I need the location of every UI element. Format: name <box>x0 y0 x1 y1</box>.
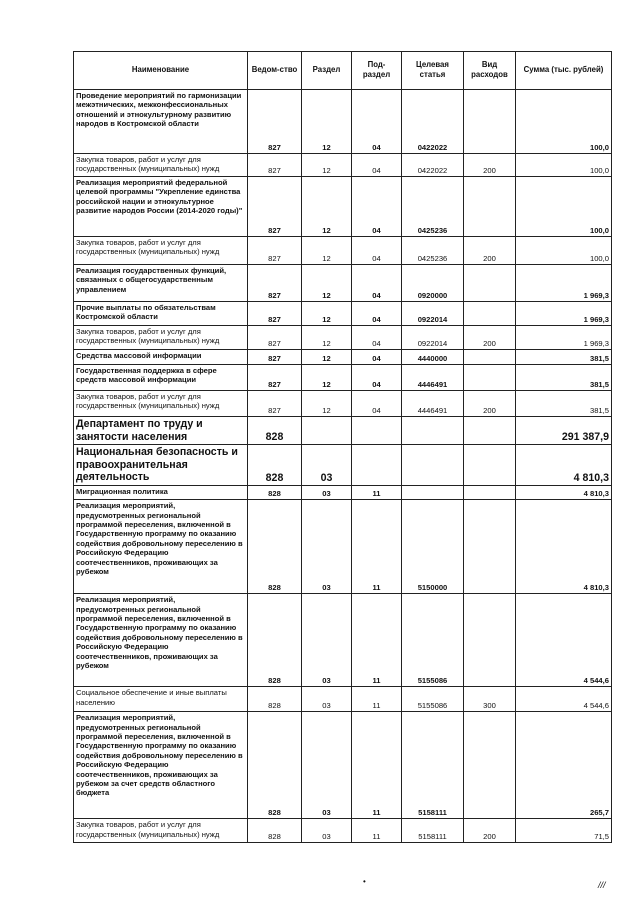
row-name: Государственная поддержка в сфере средств массовой информации <box>74 365 248 391</box>
row-dept: 828 <box>248 687 302 712</box>
row-name: Миграционная политика <box>74 486 248 500</box>
row-section: 12 <box>302 350 352 365</box>
row-kind <box>464 265 516 302</box>
row-target: 5158111 <box>402 712 464 819</box>
row-target: 0922014 <box>402 302 464 326</box>
row-subsection <box>352 445 402 486</box>
row-name: Реализация мероприятий, предусмотренных региональной программой переселения, включенной в Государственную программу по оказанию содействия добровольному переселению в Российскую Федерацию соотечественников, проживающих за рубежом <box>74 500 248 594</box>
table-row <box>74 90 612 154</box>
row-sum: 1 969,3 <box>516 265 612 302</box>
row-dept: 827 <box>248 265 302 302</box>
table-row <box>74 350 612 365</box>
row-subsection: 04 <box>352 177 402 237</box>
row-section: 12 <box>302 177 352 237</box>
row-sum: 100,0 <box>516 237 612 265</box>
row-dept: 827 <box>248 365 302 391</box>
row-subsection: 11 <box>352 594 402 687</box>
row-subsection: 04 <box>352 90 402 154</box>
row-target: 5155086 <box>402 687 464 712</box>
row-target <box>402 417 464 445</box>
row-kind <box>464 177 516 237</box>
table-row <box>74 445 612 486</box>
row-target: 0422022 <box>402 154 464 177</box>
row-target: 4440000 <box>402 350 464 365</box>
row-name: Департамент по труду и занятости населения <box>74 417 248 445</box>
row-subsection: 11 <box>352 687 402 712</box>
header-kind: Вид расходов <box>464 52 516 90</box>
row-sum: 381,5 <box>516 350 612 365</box>
row-dept: 827 <box>248 302 302 326</box>
row-section: 03 <box>302 445 352 486</box>
table-row <box>74 302 612 326</box>
row-section: 12 <box>302 265 352 302</box>
row-name: Закупка товаров, работ и услуг для государственных (муниципальных) нужд <box>74 819 248 843</box>
row-kind: 200 <box>464 326 516 350</box>
row-subsection: 04 <box>352 265 402 302</box>
row-subsection: 11 <box>352 712 402 819</box>
row-dept: 828 <box>248 594 302 687</box>
row-kind <box>464 486 516 500</box>
row-name: Реализация мероприятий, предусмотренных региональной программой переселения, включенной в Государственную программу по оказанию содействия добровольному переселению в Российскую Федерацию соотечественников, проживающих за рубежом <box>74 594 248 687</box>
page-marker: • <box>363 877 366 886</box>
header-dept: Ведом-ство <box>248 52 302 90</box>
row-subsection: 04 <box>352 326 402 350</box>
row-name: Национальная безопасность и правоохранительная деятельность <box>74 445 248 486</box>
row-subsection: 04 <box>352 237 402 265</box>
table-row <box>74 687 612 712</box>
row-target: 5150000 <box>402 500 464 594</box>
row-section: 03 <box>302 687 352 712</box>
row-dept: 827 <box>248 237 302 265</box>
header-target: Целевая статья <box>402 52 464 90</box>
row-dept: 828 <box>248 417 302 445</box>
budget-table-page <box>73 51 611 843</box>
row-sum: 1 969,3 <box>516 326 612 350</box>
table-row <box>74 594 612 687</box>
row-target: 5155086 <box>402 594 464 687</box>
row-target: 0922014 <box>402 326 464 350</box>
row-sum: 4 810,3 <box>516 486 612 500</box>
row-name: Реализация мероприятий, предусмотренных региональной программой переселения, включенной в Государственную программу по оказанию содействия добровольному переселению в Российскую Федерацию соотечественников, проживающих за рубежом за счет средств областного бюджета <box>74 712 248 819</box>
row-target: 5158111 <box>402 819 464 843</box>
row-sum: 4 544,6 <box>516 687 612 712</box>
row-kind: 200 <box>464 237 516 265</box>
header-subsection: Под-раздел <box>352 52 402 90</box>
row-subsection: 04 <box>352 365 402 391</box>
row-kind <box>464 712 516 819</box>
row-section: 12 <box>302 302 352 326</box>
row-kind <box>464 445 516 486</box>
row-dept: 828 <box>248 486 302 500</box>
row-subsection: 04 <box>352 391 402 417</box>
row-sum: 4 544,6 <box>516 594 612 687</box>
row-section: 03 <box>302 712 352 819</box>
row-name: Закупка товаров, работ и услуг для государственных (муниципальных) нужд <box>74 154 248 177</box>
row-kind: 200 <box>464 819 516 843</box>
table-row <box>74 391 612 417</box>
row-name: Проведение мероприятий по гармонизации межэтнических, межконфессиональных отношений и этнокультурному развитию народов в Костромской области <box>74 90 248 154</box>
corner-handwritten-mark: /// <box>598 880 606 890</box>
row-name: Прочие выплаты по обязательствам Костромской области <box>74 302 248 326</box>
row-kind <box>464 500 516 594</box>
row-kind <box>464 302 516 326</box>
table-header <box>74 52 612 90</box>
row-section: 03 <box>302 819 352 843</box>
row-kind <box>464 417 516 445</box>
row-target: 0422022 <box>402 90 464 154</box>
row-dept: 827 <box>248 90 302 154</box>
header-sum: Сумма (тыс. рублей) <box>516 52 612 90</box>
row-kind <box>464 365 516 391</box>
table-row <box>74 417 612 445</box>
row-kind: 200 <box>464 391 516 417</box>
row-section: 03 <box>302 500 352 594</box>
row-target: 0425236 <box>402 237 464 265</box>
row-section: 12 <box>302 154 352 177</box>
row-sum: 291 387,9 <box>516 417 612 445</box>
row-name: Социальное обеспечение и иные выплаты населению <box>74 687 248 712</box>
table-row <box>74 237 612 265</box>
row-section: 12 <box>302 365 352 391</box>
row-sum: 71,5 <box>516 819 612 843</box>
row-target: 4446491 <box>402 391 464 417</box>
row-section: 12 <box>302 90 352 154</box>
table-row <box>74 500 612 594</box>
row-subsection: 04 <box>352 302 402 326</box>
row-name: Закупка товаров, работ и услуг для государственных (муниципальных) нужд <box>74 391 248 417</box>
row-subsection: 11 <box>352 819 402 843</box>
row-dept: 827 <box>248 326 302 350</box>
budget-table <box>73 51 612 843</box>
row-dept: 827 <box>248 154 302 177</box>
row-sum: 100,0 <box>516 154 612 177</box>
row-section: 03 <box>302 594 352 687</box>
table-row <box>74 154 612 177</box>
row-section: 03 <box>302 486 352 500</box>
row-dept: 827 <box>248 177 302 237</box>
table-row <box>74 365 612 391</box>
header-section: Раздел <box>302 52 352 90</box>
row-sum: 4 810,3 <box>516 445 612 486</box>
row-dept: 828 <box>248 500 302 594</box>
row-sum: 265,7 <box>516 712 612 819</box>
row-kind <box>464 90 516 154</box>
table-row <box>74 326 612 350</box>
row-kind <box>464 350 516 365</box>
row-dept: 828 <box>248 819 302 843</box>
row-sum: 381,5 <box>516 365 612 391</box>
header-name: Наименование <box>74 52 248 90</box>
row-dept: 827 <box>248 391 302 417</box>
row-sum: 100,0 <box>516 90 612 154</box>
row-kind <box>464 594 516 687</box>
row-subsection: 11 <box>352 486 402 500</box>
row-sum: 1 969,3 <box>516 302 612 326</box>
row-name: Закупка товаров, работ и услуг для государственных (муниципальных) нужд <box>74 326 248 350</box>
row-name: Реализация мероприятий федеральной целевой программы "Укрепление единства российской нации и этнокультурное развитие народов России (2014-2020 годы)" <box>74 177 248 237</box>
table-row <box>74 265 612 302</box>
row-subsection: 04 <box>352 350 402 365</box>
row-section: 12 <box>302 326 352 350</box>
row-subsection: 11 <box>352 500 402 594</box>
row-dept: 828 <box>248 712 302 819</box>
table-body <box>74 90 612 843</box>
row-sum: 4 810,3 <box>516 500 612 594</box>
row-section <box>302 417 352 445</box>
row-target: 0920000 <box>402 265 464 302</box>
row-kind: 300 <box>464 687 516 712</box>
row-subsection: 04 <box>352 154 402 177</box>
table-row <box>74 819 612 843</box>
row-section: 12 <box>302 391 352 417</box>
row-target <box>402 445 464 486</box>
row-sum: 100,0 <box>516 177 612 237</box>
row-section: 12 <box>302 237 352 265</box>
row-target: 0425236 <box>402 177 464 237</box>
row-dept: 828 <box>248 445 302 486</box>
row-name: Реализация государственных функций, связанных с общегосударственным управлением <box>74 265 248 302</box>
table-row <box>74 712 612 819</box>
row-kind: 200 <box>464 154 516 177</box>
row-target: 4446491 <box>402 365 464 391</box>
row-target <box>402 486 464 500</box>
row-sum: 381,5 <box>516 391 612 417</box>
row-dept: 827 <box>248 350 302 365</box>
row-name: Закупка товаров, работ и услуг для государственных (муниципальных) нужд <box>74 237 248 265</box>
row-subsection <box>352 417 402 445</box>
table-row <box>74 177 612 237</box>
table-row <box>74 486 612 500</box>
row-name: Средства массовой информации <box>74 350 248 365</box>
